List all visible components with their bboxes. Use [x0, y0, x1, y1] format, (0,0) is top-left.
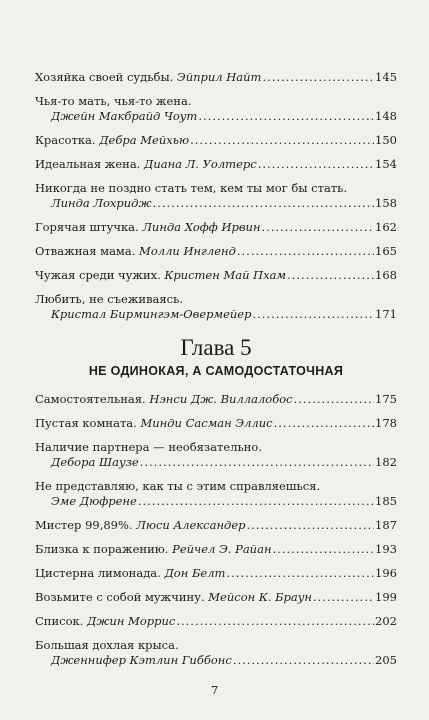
- toc-leader-dots: [198, 109, 374, 124]
- toc-leader-dots: [176, 614, 374, 629]
- toc-entry-author-line: [35, 109, 397, 124]
- toc-entry-author: Мейсон К. Браун: [208, 590, 312, 604]
- toc-entry-page: 199: [375, 590, 397, 604]
- toc-entry-line: [35, 392, 397, 407]
- toc-entry-title-line: [35, 638, 397, 653]
- toc-entry-page: 158: [375, 196, 397, 210]
- toc-entry-title: Идеальная жена.: [35, 157, 141, 171]
- toc-entry-page: 196: [375, 566, 397, 580]
- toc-leader-dots: [274, 416, 374, 431]
- toc-leader-dots: [247, 518, 375, 533]
- toc-entry-page: 148: [375, 109, 397, 123]
- toc-section-1: [35, 70, 397, 322]
- toc-entry-author: Диана Л. Уолтерс: [144, 157, 257, 171]
- toc-entry-title: Самостоятельная.: [35, 392, 146, 406]
- toc-entry-title: Красотка.: [35, 133, 96, 147]
- toc-entry-title: Наличие партнера — необязательно.: [35, 440, 263, 454]
- toc-entry: [35, 638, 397, 668]
- toc-entry-page: 178: [375, 416, 397, 430]
- toc-entry-author: Дебра Мейхью: [99, 133, 190, 147]
- toc-entry-line: [35, 542, 397, 557]
- toc-entry-title: Чья-то мать, чья-то жена.: [35, 94, 192, 108]
- toc-leader-dots: [273, 542, 375, 557]
- toc-entry: [35, 292, 397, 322]
- toc-entry: [35, 70, 397, 85]
- toc-leader-dots: [313, 590, 374, 605]
- toc-entry: [35, 566, 397, 581]
- toc-entry-title: Никогда не поздно стать тем, кем ты мог бы стать.: [35, 181, 348, 195]
- toc-leader-dots: [138, 494, 374, 509]
- toc-entry: [35, 440, 397, 470]
- toc-entry-line: [35, 416, 397, 431]
- toc-entry-author: Эйприл Найт: [176, 70, 262, 84]
- toc-entry-author: Дженнифер Кэтлин Гиббонс: [51, 653, 232, 667]
- toc-entry-author: Дон Белт: [164, 566, 226, 580]
- toc-entry-author-line: [35, 455, 397, 470]
- toc-entry-page: 182: [375, 455, 397, 469]
- chapter-subtitle: НЕ ОДИНОКАЯ, А САМОДОСТАТОЧНАЯ: [88, 364, 344, 378]
- toc-entry-title-line: [35, 440, 397, 455]
- toc-entry: [35, 542, 397, 557]
- toc-entry: [35, 133, 397, 148]
- toc-entry: [35, 220, 397, 235]
- toc-entry-author: Минди Сасман Эллис: [140, 416, 273, 430]
- toc-entry-page: 154: [375, 157, 397, 171]
- toc-entry: [35, 157, 397, 172]
- toc-entry: [35, 181, 397, 211]
- toc-entry-page: 205: [375, 653, 397, 667]
- toc-entry-author: Рейчел Э. Райан: [172, 542, 272, 556]
- toc-entry-page: 150: [375, 133, 397, 147]
- toc-entry-page: 175: [375, 392, 397, 406]
- toc-entry: [35, 614, 397, 629]
- toc-entry-title-line: [35, 181, 397, 196]
- toc-leader-dots: [262, 220, 375, 235]
- toc-entry-title: Не представляю, как ты с этим справляешься.: [35, 479, 321, 493]
- toc-entry-title: Отважная мама.: [35, 244, 136, 258]
- toc-entry-page: 165: [375, 244, 397, 258]
- toc-entry-title-line: [35, 479, 397, 494]
- toc-leader-dots: [140, 455, 374, 470]
- toc-entry-line: [35, 244, 397, 259]
- toc-entry-author: Кристал Бирмингэм-Овермейер: [51, 307, 252, 321]
- toc-leader-dots: [294, 392, 374, 407]
- toc-entry: [35, 392, 397, 407]
- toc-entry-title: Возьмите с собой мужчину.: [35, 590, 205, 604]
- toc-entry-page: 187: [375, 518, 397, 532]
- toc-entry: [35, 416, 397, 431]
- toc-leader-dots: [233, 653, 374, 668]
- page-number: 7: [210, 683, 219, 697]
- toc-entry-line: [35, 157, 397, 172]
- toc-entry-line: [35, 566, 397, 581]
- toc-entry-author: Молли Ингленд: [139, 244, 236, 258]
- toc-entry-line: [35, 518, 397, 533]
- toc-entry-title: Горячая штучка.: [35, 220, 139, 234]
- toc-entry-author-line: [35, 653, 397, 668]
- toc-entry-page: 202: [375, 614, 397, 628]
- toc-entry-page: 145: [375, 70, 397, 84]
- toc-entry-author: Люси Александер: [136, 518, 246, 532]
- toc-entry-title: Любить, не съеживаясь.: [35, 292, 184, 306]
- toc-entry-page: 168: [375, 268, 397, 282]
- toc-entry-title: Большая дохлая крыса.: [35, 638, 179, 652]
- toc-entry-author-line: [35, 494, 397, 509]
- toc-entry-author: Джин Моррис: [87, 614, 176, 628]
- toc-leader-dots: [262, 70, 374, 85]
- toc-entry-page: 162: [375, 220, 397, 234]
- toc-entry-page: 171: [375, 307, 397, 321]
- table-of-contents: [35, 70, 397, 677]
- toc-entry: [35, 518, 397, 533]
- toc-entry-page: 185: [375, 494, 397, 508]
- toc-entry: [35, 94, 397, 124]
- toc-entry-title: Список.: [35, 614, 84, 628]
- toc-leader-dots: [153, 196, 375, 211]
- toc-entry-title: Хозяйка своей судьбы.: [35, 70, 174, 84]
- toc-entry-author: Дебора Шаузе: [51, 455, 139, 469]
- toc-leader-dots: [258, 157, 374, 172]
- toc-entry-title-line: [35, 94, 397, 109]
- toc-entry: [35, 268, 397, 283]
- toc-entry-line: [35, 590, 397, 605]
- toc-leader-dots: [237, 244, 374, 259]
- toc-entry-page: 193: [375, 542, 397, 556]
- chapter-title: Глава 5: [180, 335, 252, 360]
- toc-entry-line: [35, 133, 397, 148]
- chapter-heading: [35, 336, 397, 378]
- toc-entry-title: Цистерна лимонада.: [35, 566, 161, 580]
- toc-entry-line: [35, 614, 397, 629]
- toc-leader-dots: [190, 133, 374, 148]
- toc-entry-title: Пустая комната.: [35, 416, 137, 430]
- toc-entry-author: Джейн Макбрайд Чоут: [51, 109, 198, 123]
- toc-entry-author-line: [35, 196, 397, 211]
- toc-entry-line: [35, 268, 397, 283]
- toc-entry-title: Чужая среди чужих.: [35, 268, 161, 282]
- toc-entry-author: Кристен Май Пхам: [164, 268, 287, 282]
- toc-entry-author: Линда Хофф Ирвин: [142, 220, 261, 234]
- toc-section-2: [35, 392, 397, 668]
- toc-entry-line: [35, 70, 397, 85]
- toc-entry-author-line: [35, 307, 397, 322]
- toc-entry-title-line: [35, 292, 397, 307]
- toc-leader-dots: [226, 566, 374, 581]
- toc-entry-title: Близка к поражению.: [35, 542, 169, 556]
- toc-entry: [35, 244, 397, 259]
- toc-entry: [35, 479, 397, 509]
- toc-entry-title: Мистер 99,89%.: [35, 518, 133, 532]
- toc-leader-dots: [252, 307, 374, 322]
- toc-entry-author: Эме Дюфрене: [51, 494, 137, 508]
- toc-entry-author: Линда Лохридж: [51, 196, 152, 210]
- toc-leader-dots: [287, 268, 374, 283]
- toc-entry-line: [35, 220, 397, 235]
- toc-entry: [35, 590, 397, 605]
- toc-entry-author: Нэнси Дж. Виллалобос: [149, 392, 293, 406]
